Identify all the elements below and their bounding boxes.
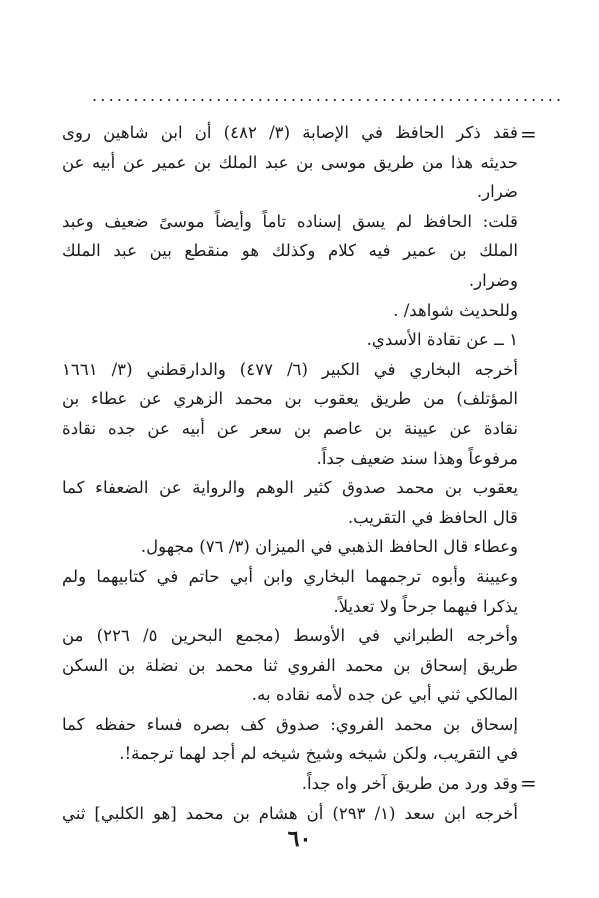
text-line: وعطاء قال الحافظ الذهبي في الميزان (٣/ ٧٦) مجهول. bbox=[140, 537, 518, 557]
text-line: المؤتلف) من طريق يعقوب بن محمد الزهري عن عطاء بن bbox=[62, 389, 518, 409]
text-line: قلت: الحافظ لم يسق إسناده تاماً وأيضاً موسىً ضعيف وعبد bbox=[62, 211, 518, 231]
text-line: الملك بن عمير فيه كلام وكذلك هو منقطع بين عبد الملك bbox=[62, 241, 518, 261]
text-line: مرفوعاً وهذا سند ضعيف جداً. bbox=[316, 448, 518, 468]
text-line: يذكرا فيهما جرحاً ولا تعديلاً. bbox=[333, 596, 518, 616]
continuation-mark-top: = bbox=[520, 122, 537, 146]
footnote-text bbox=[62, 118, 518, 828]
continuation-mark-bottom: = bbox=[520, 771, 537, 795]
text-line: نقادة عن عيينة بن عاصم بن سعر عن أبيه عن جده نقادة bbox=[62, 418, 518, 438]
text-line: وضرار. bbox=[468, 270, 518, 290]
text-line: حديثه هذا من طريق موسى بن عبد الملك بن عمير عن أبيه عن bbox=[62, 152, 518, 172]
text-line: إسحاق بن محمد الفروي: صدوق كف بصره فساء حفظه كما bbox=[62, 714, 518, 734]
text-line: أخرجه البخاري في الكبير (٦/ ٤٧٧) والدارقطني (٣/ ١٦٦١ bbox=[62, 359, 518, 379]
text-line: يعقوب بن محمد صدوق كثير الوهم والرواية عن الضعفاء كما bbox=[62, 478, 518, 498]
text-line: أخرجه ابن سعد (١/ ٢٩٣) أن هشام بن محمد [هو الكلبي] ثني bbox=[62, 803, 518, 823]
text-line: ضرار. bbox=[476, 182, 518, 202]
text-line: فقد ذكر الحافظ في الإصابة (٣/ ٤٨٢) أن ابن شاهين روى bbox=[62, 123, 518, 142]
text-line: ١ ــ عن نقادة الأسدي. bbox=[366, 330, 518, 350]
text-line: في التقريب، ولكن شيخه وشيخ شيخه لم أجد لهما ترجمة!. bbox=[119, 744, 518, 764]
text-line: قال الحافظ في التقريب. bbox=[347, 507, 518, 527]
text-line: وعيينة وأبوه ترجمهما البخاري وابن أبي حاتم في كتابيهما ولم bbox=[62, 566, 518, 586]
text-line: وقد ورد من طريق آخر واه جداً. bbox=[301, 774, 518, 794]
text-line: المالكي ثني أبي عن جده لأمه نقاده به. bbox=[251, 685, 518, 705]
text-line: وللحديث شواهد/ . bbox=[393, 300, 518, 320]
text-line: وأخرجه الطبراني في الأوسط (مجمع البحرين ٥/ ٢٢٦) من bbox=[62, 626, 518, 646]
footnote-separator: ......................................................... bbox=[92, 86, 565, 105]
page-number: ٦٠ bbox=[287, 826, 312, 852]
text-line: طريق إسحاق بن محمد الفروي ثنا محمد بن نضلة بن السكن bbox=[62, 655, 518, 675]
